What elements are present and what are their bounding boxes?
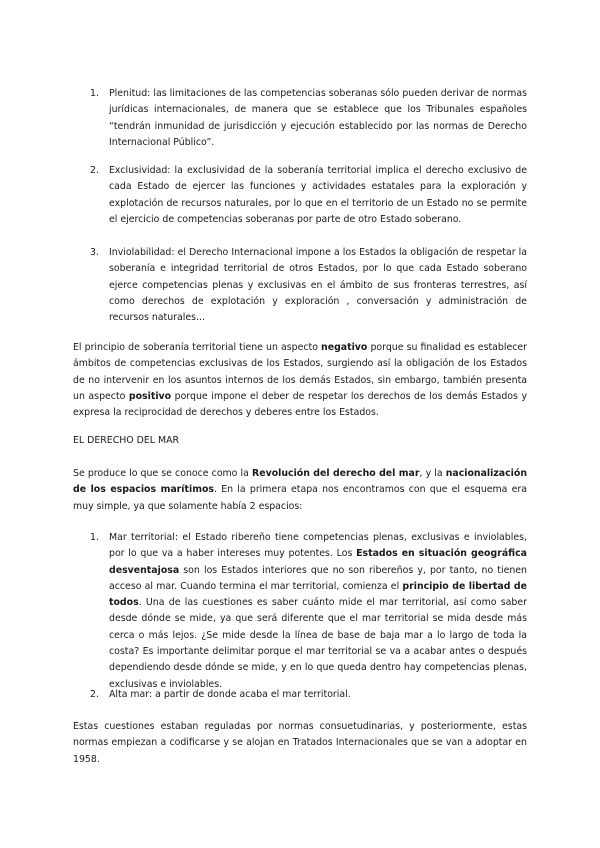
- list-item-mar-territorial: Mar territorial: el Estado ribereño tiene competencias plenas, exclusivas e inviolables, por lo que va a haber intereses muy potentes. Los Estados en situación geográfica desventajosa son los Estados interiores que no son ribereños y, por tanto, no tienen acceso al mar. Cuando termina el mar territorial, comienza el principio de libertad de todos. Una de las cuestiones es saber cuánto mide el mar territorial, así como saber desde dónde se mide, ya que será diferente que el mar territorial se mida desde más cerca o más lejos. ¿Se mide desde la línea de base de baja mar a lo largo de toda la costa? Es importante delimitar porque el mar territorial se va a acabar antes o después dependiendo desde dónde se mide, y en lo que queda dentro hay competencias plenas, exclusivas e inviolables.: [109, 532, 527, 690]
- bold-principio-libertad: principio de libertad de todos: [109, 580, 527, 609]
- paragraph-intro: Se produce lo que se conoce como la Revolución del derecho del mar, y la nacionalización de los espacios marítimos. En la primera etapa nos encontramos con que el esquema era muy simple, ya que solamente había 2 espacios:: [73, 468, 528, 512]
- paragraph-final: Estas cuestiones estaban reguladas por normas consuetudinarias, y posteriormente, estas normas empiezan a codificarse y se alojan en Tratados Internacionales que se van a adoptar en 1958.: [73, 721, 527, 765]
- bold-positivo: positivo: [128, 390, 172, 402]
- list-number: 1.: [90, 88, 99, 99]
- bold-nacionalizacion: nacionalización de los espacios marítimos: [73, 468, 527, 496]
- bold-negativo: negativo: [321, 342, 368, 353]
- list-item-plenitud: Plenitud: las limitaciones de las competencias soberanas sólo pueden derivar de normas jurídicas internacionales, de manera que se establece que los Tribunales españoles “tendrán inmunidad de jurisdicción y ejecución establecido por las normas de Derecho Internacional Público”.: [109, 88, 527, 148]
- list-item-alta-mar: Alta mar: a partir de donde acaba el mar territorial.: [109, 689, 351, 700]
- list-number: 2.: [90, 165, 99, 176]
- section-heading: EL DERECHO DEL MAR: [73, 435, 180, 446]
- bold-estados-desventajosa: Estados en situación geográfica desventajosa: [109, 548, 527, 576]
- paragraph-soberania: El principio de soberanía territorial tiene un aspecto negativo porque su finalidad es establecer ámbitos de competencias exclusivas de los Estados, surgiendo así la obligación de los Estados de no intervenir en los asuntos internos de los demás Estados, sin embargo, también presenta un aspecto positivo porque impone el deber de respetar los derechos de los demás Estados y expresa la reciprocidad de derechos y deberes entre los Estados.: [73, 342, 527, 419]
- list-item-inviolabilidad: Inviolabilidad: el Derecho Internacional impone a los Estados la obligación de respetar la soberanía e integridad territorial de otros Estados, por lo que cada Estado soberano ejerce competencias plenas y exclusivas en el ámbito de sus fronteras terrestres, así como derechos de explotación y exploración , conversación y administración de recursos naturales...: [109, 247, 527, 324]
- list-number: 2.: [90, 689, 99, 700]
- list-number: 3.: [90, 247, 99, 258]
- list-item-exclusividad: Exclusividad: la exclusividad de la soberanía territorial implica el derecho exclusivo de cada Estado de ejercer las funciones y actividades estatales para la exploración y explotación de recursos naturales, por lo que en el territorio de un Estado no se permite el ejercicio de competencias soberanas por parte de otro Estado soberano.: [109, 165, 527, 225]
- bold-revolucion: Revolución del derecho del mar: [252, 468, 420, 479]
- list-number: 1.: [90, 532, 99, 543]
